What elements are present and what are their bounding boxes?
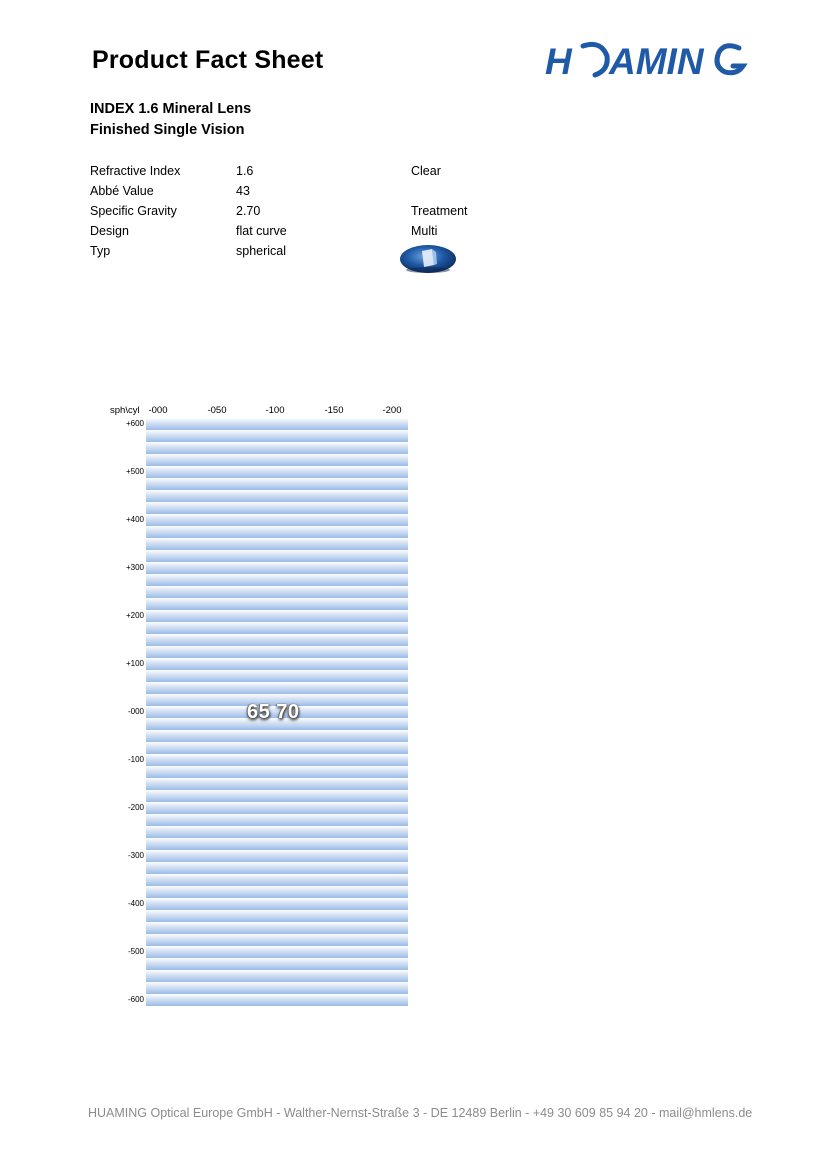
row-header: +100 bbox=[125, 659, 144, 668]
grid-stripe bbox=[146, 766, 408, 778]
grid-stripe bbox=[146, 586, 408, 598]
grid-stripe bbox=[146, 826, 408, 838]
grid-stripe bbox=[146, 490, 408, 502]
grid-stripe bbox=[146, 598, 408, 610]
grid-stripe bbox=[146, 898, 408, 910]
grid-stripe bbox=[146, 550, 408, 562]
property-label: Design bbox=[90, 224, 129, 238]
row-header: -200 bbox=[127, 803, 144, 812]
treatment-label: Treatment bbox=[411, 204, 468, 218]
grid-stripe bbox=[146, 730, 408, 742]
grid-stripe bbox=[146, 514, 408, 526]
grid-stripe bbox=[146, 622, 408, 634]
lens-coating-icon bbox=[398, 243, 458, 275]
grid-stripe bbox=[146, 934, 408, 946]
property-value: 2.70 bbox=[236, 204, 261, 218]
column-header: -050 bbox=[207, 405, 227, 416]
row-header: +200 bbox=[125, 611, 144, 620]
grid-stripe bbox=[146, 778, 408, 790]
svg-text:H: H bbox=[545, 41, 573, 82]
footer-address: HUAMING Optical Europe GmbH - Walther-Nernst-Straße 3 - DE 12489 Berlin - +49 30 609 85 94 20 - mail@hmlens.de bbox=[88, 1106, 753, 1120]
grid-stripe bbox=[146, 610, 408, 622]
table-corner-label: sph\cyl bbox=[110, 405, 140, 416]
grid-stripe bbox=[146, 994, 408, 1006]
page-title: Product Fact Sheet bbox=[92, 46, 324, 74]
grid-stripe bbox=[146, 658, 408, 670]
property-label: Specific Gravity bbox=[90, 204, 177, 218]
property-value: flat curve bbox=[236, 224, 287, 238]
row-header: +300 bbox=[125, 563, 144, 572]
treatment-value: Multi bbox=[411, 224, 438, 238]
grid-stripe bbox=[146, 838, 408, 850]
grid-stripe bbox=[146, 790, 408, 802]
grid-stripe bbox=[146, 886, 408, 898]
grid-stripe bbox=[146, 466, 408, 478]
row-header: -100 bbox=[127, 755, 144, 764]
grid-stripe bbox=[146, 430, 408, 442]
grid-stripe bbox=[146, 946, 408, 958]
grid-stripe bbox=[146, 562, 408, 574]
product-vision-type: Finished Single Vision bbox=[90, 122, 245, 138]
grid-stripe bbox=[146, 862, 408, 874]
grid-stripe bbox=[146, 814, 408, 826]
property-label: Refractive Index bbox=[90, 164, 181, 178]
grid-stripe bbox=[146, 574, 408, 586]
row-header: +500 bbox=[125, 467, 144, 476]
grid-stripe bbox=[146, 742, 408, 754]
property-value: 43 bbox=[236, 184, 250, 198]
row-header: -500 bbox=[127, 947, 144, 956]
grid-stripe bbox=[146, 502, 408, 514]
property-label: Typ bbox=[90, 244, 111, 258]
grid-stripe bbox=[146, 982, 408, 994]
property-value: 1.6 bbox=[236, 164, 254, 178]
grid-stripe bbox=[146, 442, 408, 454]
grid-stripe bbox=[146, 538, 408, 550]
grid-stripe bbox=[146, 850, 408, 862]
lens-color: Clear bbox=[411, 164, 441, 178]
grid-stripe bbox=[146, 958, 408, 970]
svg-text:AMIN: AMIN bbox=[609, 41, 704, 82]
grid-stripe bbox=[146, 910, 408, 922]
grid-stripe bbox=[146, 802, 408, 814]
property-value: spherical bbox=[236, 244, 287, 258]
product-name: INDEX 1.6 Mineral Lens bbox=[90, 101, 252, 117]
property-label: Abbé Value bbox=[90, 184, 154, 198]
grid-stripe bbox=[146, 634, 408, 646]
grid-stripe bbox=[146, 454, 408, 466]
grid-stripe bbox=[146, 874, 408, 886]
grid-stripe bbox=[146, 670, 408, 682]
row-header: +600 bbox=[125, 419, 144, 428]
row-header: -600 bbox=[127, 995, 144, 1004]
column-header: -100 bbox=[265, 405, 285, 416]
grid-stripe bbox=[146, 646, 408, 658]
column-header: -200 bbox=[382, 405, 402, 416]
row-header: +400 bbox=[125, 515, 144, 524]
row-header: -300 bbox=[127, 851, 144, 860]
grid-stripe bbox=[146, 754, 408, 766]
row-header: -000 bbox=[127, 707, 144, 716]
huaming-logo bbox=[543, 38, 758, 82]
grid-stripe bbox=[146, 418, 408, 430]
grid-stripe bbox=[146, 478, 408, 490]
column-header: -150 bbox=[324, 405, 344, 416]
grid-stripe bbox=[146, 682, 408, 694]
grid-stripe bbox=[146, 922, 408, 934]
grid-stripe bbox=[146, 526, 408, 538]
row-header: -400 bbox=[127, 899, 144, 908]
diameter-label: 65 70 bbox=[247, 701, 300, 723]
column-header: -000 bbox=[148, 405, 168, 416]
grid-stripe bbox=[146, 970, 408, 982]
